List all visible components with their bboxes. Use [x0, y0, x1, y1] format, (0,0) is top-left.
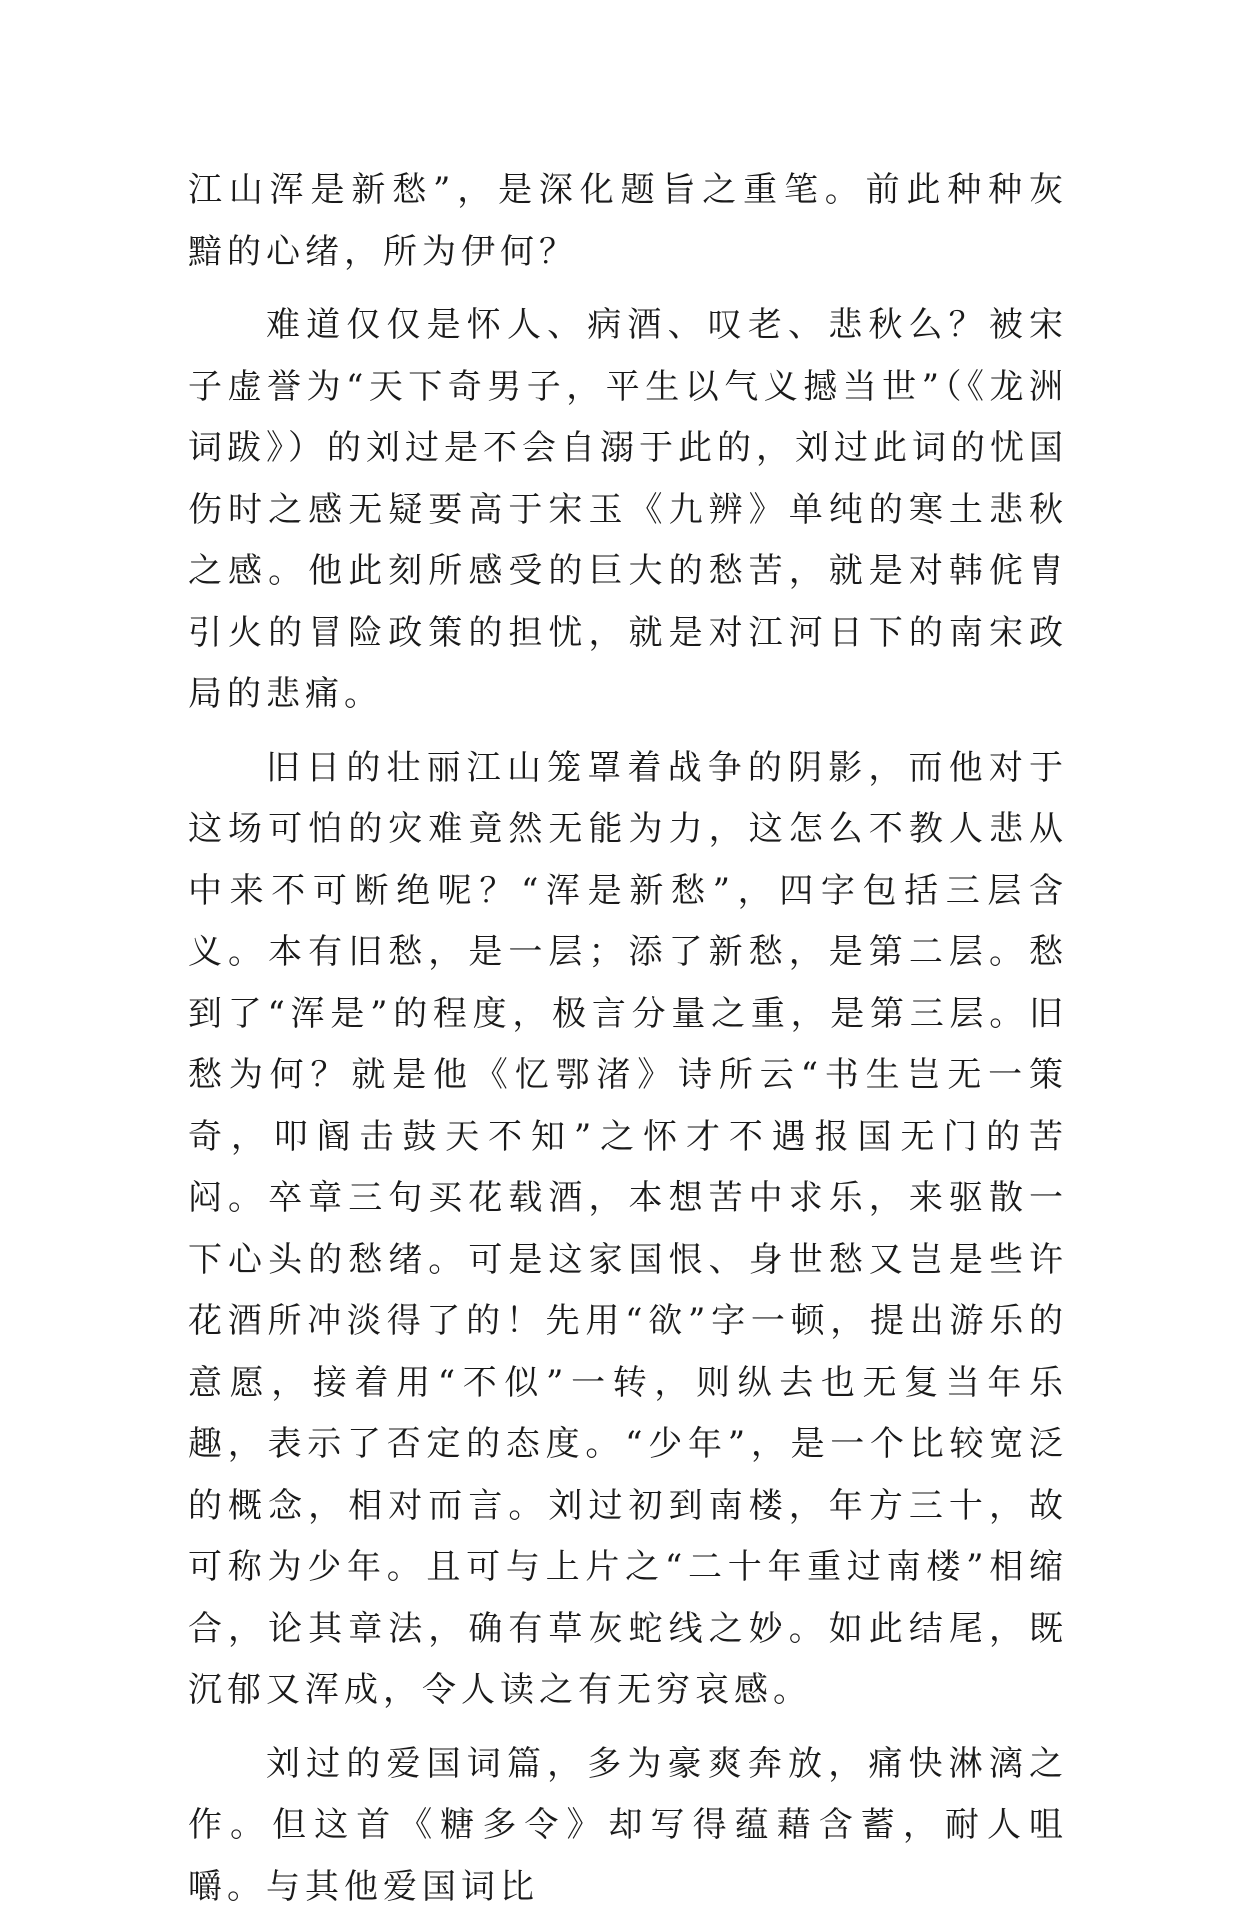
paragraph-4: 刘过的爱国词篇，多为豪爽奔放，痛快淋漓之作。但这首《糖多令》却写得蕴藉含蓄，耐人咀嚼。与其他爱国词比: [188, 1734, 1068, 1918]
paragraph-1: 江山浑是新愁”，是深化题旨之重笔。前此种种灰黯的心绪，所为伊何？: [188, 160, 1068, 283]
paragraph-2: 难道仅仅是怀人、病酒、叹老、悲秋么？被宋子虚誉为“天下奇男子，平生以气义撼当世”（《龙洲词跋》）的刘过是不会自溺于此的，刘过此词的忧国伤时之感无疑要高于宋玉《九辨》单纯的寒土悲秋之感。他此刻所感受的巨大的愁苦，就是对韩侂胄引火的冒险政策的担忧，就是对江河日下的南宋政局的悲痛。: [188, 295, 1068, 726]
paragraph-3: 旧日的壮丽江山笼罩着战争的阴影，而他对于这场可怕的灾难竟然无能为力，这怎么不教人悲从中来不可断绝呢？“浑是新愁”，四字包括三层含义。本有旧愁，是一层；添了新愁，是第二层。愁到了“浑是”的程度，极言分量之重，是第三层。旧愁为何？就是他《忆鄂渚》诗所云“书生岂无一策奇，叩阍击鼓天不知”之怀才不遇报国无门的苦闷。卒章三句买花载酒，本想苦中求乐，来驱散一下心头的愁绪。可是这家国恨、身世愁又岂是些许花酒所冲淡得了的！先用“欲”字一顿，提出游乐的意愿，接着用“不似”一转，则纵去也无复当年乐趣，表示了否定的态度。“少年”，是一个比较宽泛的概念，相对而言。刘过初到南楼，年方三十，故可称为少年。且可与上片之“二十年重过南楼”相缩合，论其章法，确有草灰蛇线之妙。如此结尾，既沉郁又浑成，令人读之有无穷哀感。: [188, 738, 1068, 1722]
document-body: [188, 160, 1068, 1918]
